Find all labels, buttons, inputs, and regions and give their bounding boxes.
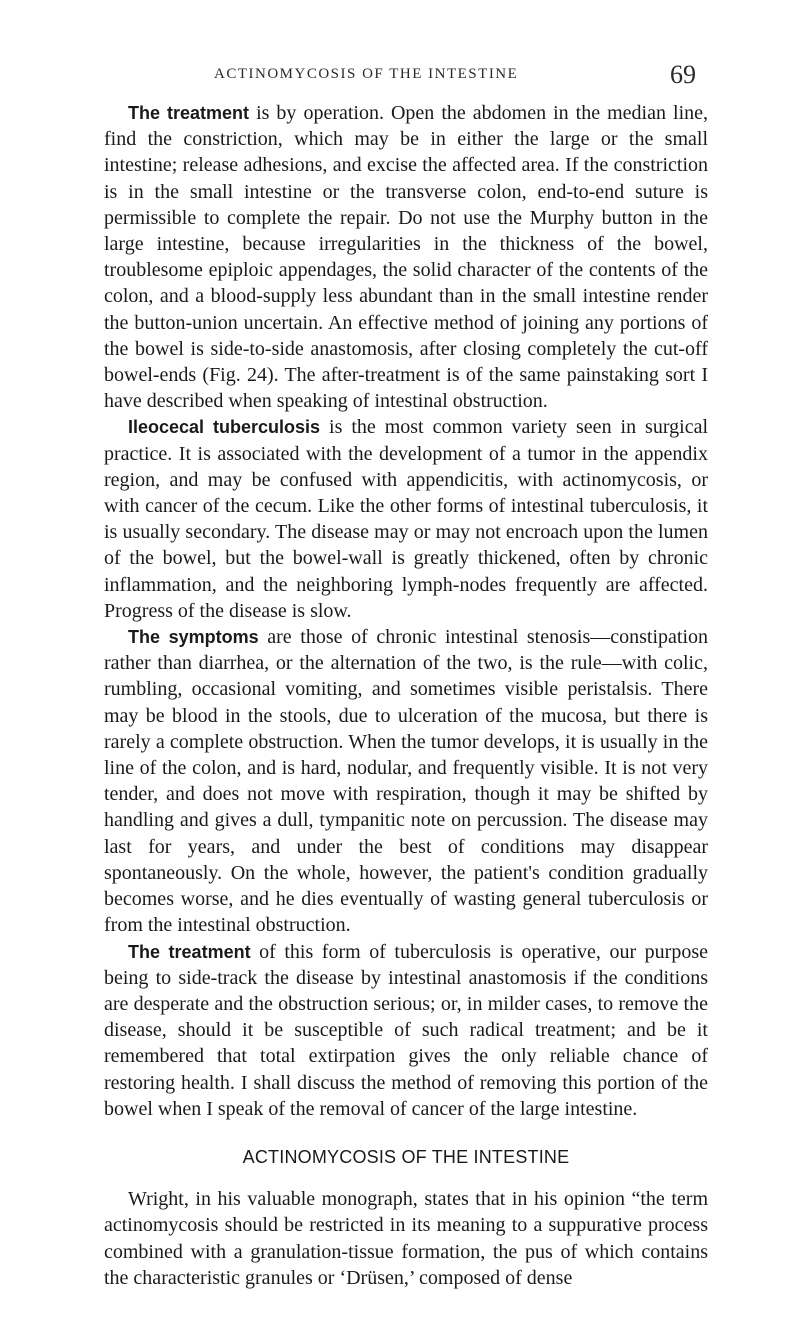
paragraph-lead: The treatment <box>128 103 250 123</box>
body-text <box>104 100 708 1291</box>
paragraph-body: is by operation. Open the abdomen in the median line, find the constriction, which may be in either the large or the small intestine; release adhesions, and excise the affected area. If the constriction is in the small intestine or the transverse colon, end-to-end suture is permissible to complete the repair. Do not use the Murphy button in the large intestine, because irregularities in the thickness of the bowel, troublesome epiploic appendages, the solid character of the contents of the colon, and a blood-supply less abundant than in the small intestine render the button-union uncertain. An effective method of joining any portions of the bowel is side-to-side anastomosis, after closing completely the cut-off bowel-ends (Fig. 24). The after-treatment is of the same painstaking sort I have described when speaking of intestinal obstruction. <box>104 102 708 413</box>
paragraph-treatment-tuberculosis <box>104 939 708 1122</box>
paragraph-actinomycosis: Wright, in his valuable monograph, states that in his opinion “the term actinomycosis should be restricted in its meaning to a suppurative process combined with a granulation-tissue formation, the pus of which contains the characteristic granules or ‘Drüsen,’ composed of dense <box>104 1188 708 1289</box>
paragraph-lead: The treatment <box>128 941 251 962</box>
paragraph-treatment <box>104 100 708 414</box>
paragraph-lead: The symptoms <box>128 627 259 648</box>
paragraph-ileocecal <box>104 414 708 624</box>
section-heading: ACTINOMYCOSIS OF THE INTESTINE <box>242 1146 570 1167</box>
paragraph-body: of this form of tuberculosis is operative, our purpose being to side-track the disease by intestinal anastomosis if the conditions are desperate and the obstruction serious; or, in milder cases, to remove the disease, should it be susceptible of such radical treatment; and be it remembered that total extirpation gives the only reliable chance of restoring health. I shall discuss the method of removing this portion of the bowel when I speak of the removal of cancer of the large intestine. <box>104 940 708 1120</box>
paragraph-body: is the most common variety seen in surgical practice. It is associated with the development of a tumor in the appendix region, and may be confused with appendicitis, with actinomycosis, or with cancer of the cecum. Like the other forms of intestinal tuberculosis, it is usually secondary. The disease may or may not encroach upon the lumen of the bowel, but the bowel-wall is greatly thickened, often by chronic inflammation, and the neighboring lymph-nodes frequently are affected. Progress of the disease is slow. <box>104 416 708 622</box>
paragraph-body: are those of chronic intestinal stenosis—constipation rather than diarrhea, or the alternation of the two, is the rule—with colic, rumbling, occasional vomiting, and sometimes visible peristalsis. There may be blood in the stools, due to ulceration of the mucosa, but there is rarely a complete obstruction. When the tumor develops, it is usually in the line of the colon, and is hard, nodular, and frequently visible. It is not very tender, and does not move with respiration, though it may be shifted by handling and gives a dull, tympanitic note on percussion. The disease may last for years, and under the best of conditions may disappear spontaneously. On the whole, however, the patient's condition gradually becomes worse, and he dies eventually of wasting general tuberculosis or from the intestinal obstruction. <box>104 626 708 937</box>
running-head <box>214 60 696 90</box>
running-head-title: ACTINOMYCOSIS OF THE INTESTINE <box>214 66 519 82</box>
paragraph-symptoms <box>104 624 708 938</box>
page-number: 69 <box>670 60 696 89</box>
paragraph-lead: Ileocecal tuberculosis <box>128 417 321 438</box>
